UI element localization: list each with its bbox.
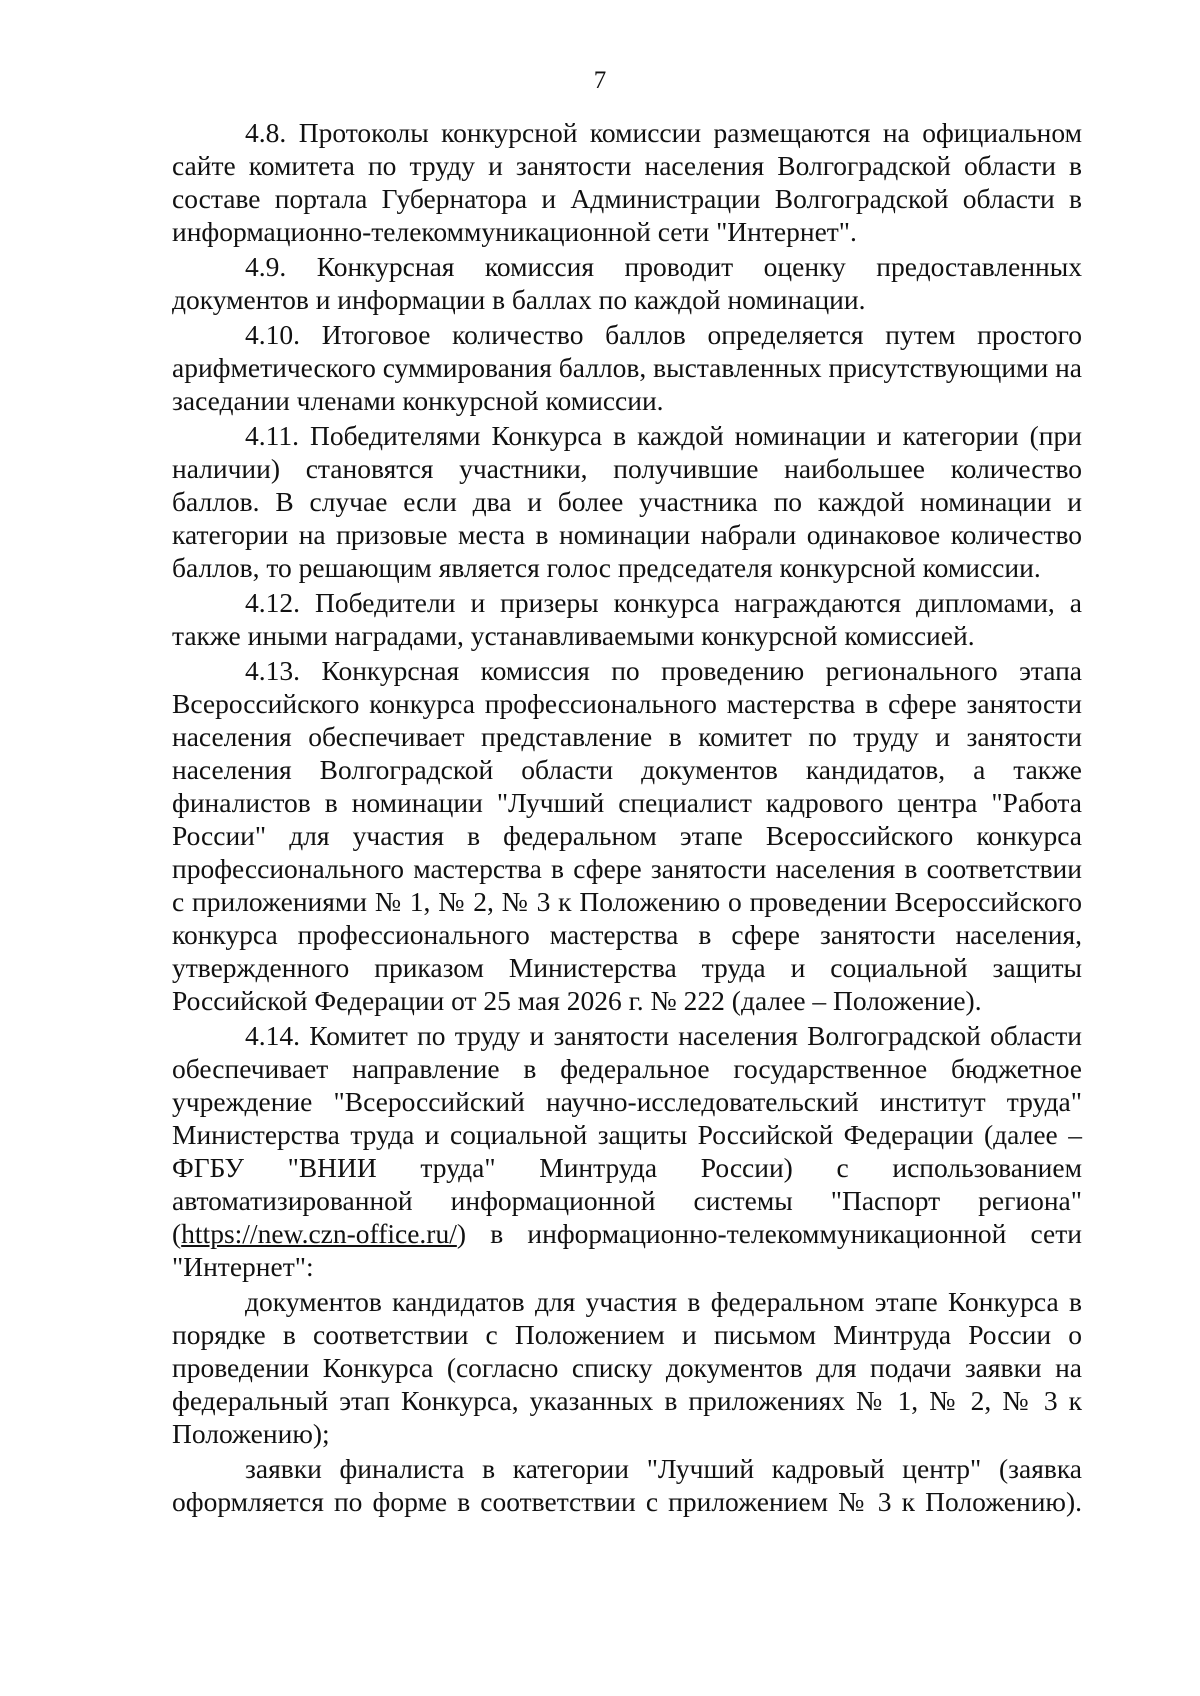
paragraph-4-14-text-start: 4.14. Комитет по труду и занятости населения Волгоградской области обеспечивает направление в федеральное государственное бюджетное учреждение "Всероссийский научно-исследовательский институт труда" Министерства труда и социальной защиты Российской Федерации (далее – ФГБУ "ВНИИ труда" Минтруда России) с использованием автоматизированной информационной системы "Паспорт региона" ( (172, 1020, 1082, 1249)
paragraph-4-13: 4.13. Конкурсная комиссия по проведению регионального этапа Всероссийского конкурса профессионального мастерства в сфере занятости населения обеспечивает представление в комитет по труду и занятости населения Волгоградской области документов кандидатов, а также финалистов в номинации "Лучший специалист кадрового центра "Работа России" для участия в федеральном этапе Всероссийского конкурса профессионального мастерства в сфере занятости населения в соответствии с приложениями № 1, № 2, № 3 к Положению о проведении Всероссийского конкурса профессионального мастерства в сфере занятости населения, утвержденного приказом Министерства труда и социальной защиты Российской Федерации от 25 мая 2026 г. № 222 (далее – Положение). (172, 655, 1082, 1016)
paragraph-4-14-text-end: ) в информационно-телекоммуникационной сети "Интернет": (172, 1218, 1082, 1282)
paragraph-4-10: 4.10. Итоговое количество баллов определяется путем простого арифметического суммирования баллов, выставленных присутствующими на заседании членами конкурсной комиссии. (172, 319, 1082, 416)
paragraph-4-9: 4.9. Конкурсная комиссия проводит оценку предоставленных документов и информации в баллах по каждой номинации. (172, 251, 1082, 315)
page-number: 7 (593, 67, 607, 94)
paragraph-4-11: 4.11. Победителями Конкурса в каждой номинации и категории (при наличии) становятся участники, получившие наибольшее количество баллов. В случае если два и более участника по каждой номинации и категории на призовые места в номинации набрали одинаковое количество баллов, то решающим является голос председателя конкурсной комиссии. (172, 420, 1082, 583)
list-item-finalist-application: заявки финалиста в категории "Лучший кадровый центр" (заявка оформляется по форме в соответствии с приложением № 3 к Положению). (172, 1453, 1082, 1517)
paragraph-4-12: 4.12. Победители и призеры конкурса награждаются дипломами, а также иными наградами, устанавливаемыми конкурсной комиссией. (172, 587, 1082, 651)
document-body (172, 116, 1082, 1520)
paragraph-4-14 (172, 1019, 1082, 1283)
list-item-candidate-documents: документов кандидатов для участия в федеральном этапе Конкурса в порядке в соответствии с Положением и письмом Минтруда России о проведении Конкурса (согласно списку документов для подачи заявки на федеральный этап Конкурса, указанных в приложениях № 1, № 2, № 3 к Положению); (172, 1286, 1082, 1449)
passport-region-link[interactable]: https://new.czn-office.ru/ (181, 1218, 457, 1249)
paragraph-4-8: 4.8. Протоколы конкурсной комиссии размещаются на официальном сайте комитета по труду и занятости населения Волгоградской области в составе портала Губернатора и Администрации Волгоградской области в информационно-телекоммуникационной сети "Интернет". (172, 117, 1082, 247)
